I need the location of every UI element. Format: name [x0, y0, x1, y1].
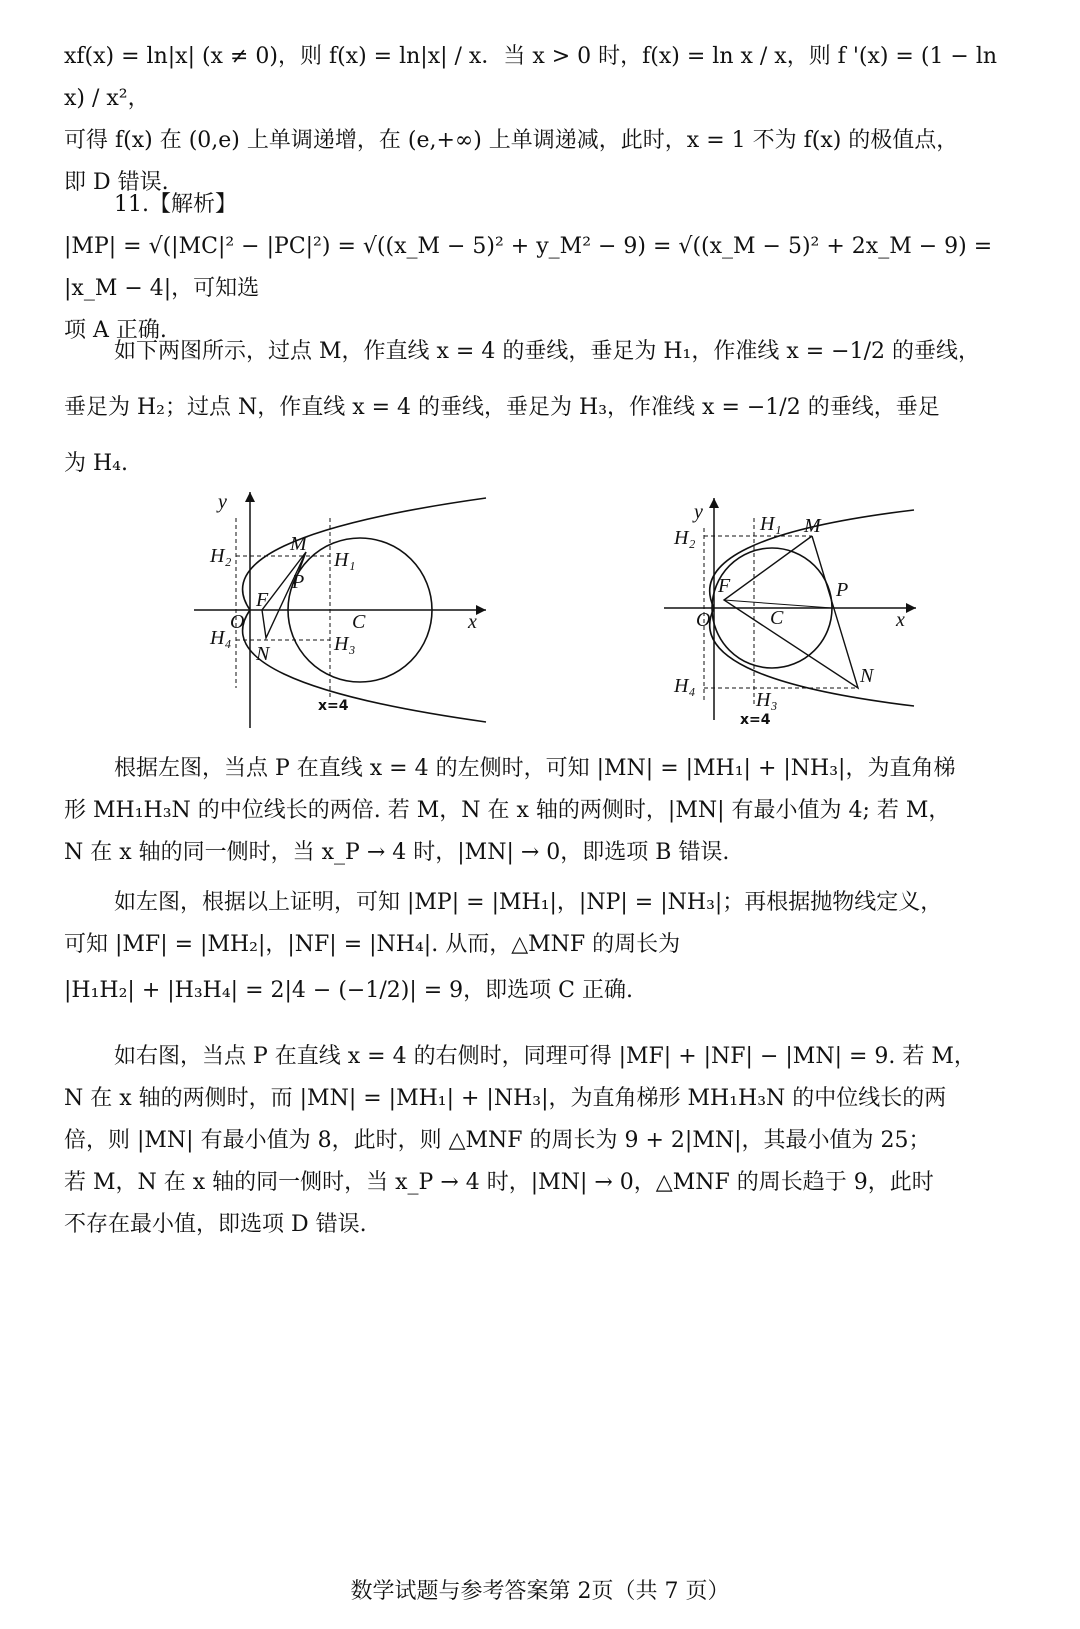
right-figure-svg: [660, 488, 930, 738]
analysis-c-line-3: |H₁H₂| + |H₃H₄| = 2|4 − (−1/2)| = 9，即选项 C 正确.: [64, 978, 633, 1003]
label-h4: H₄: [210, 627, 232, 649]
setup-line-1: 如下两图所示，过点 M，作直线 x = 4 的垂线，垂足为 H₁，作准线 x = −1/2 的垂线，: [114, 339, 980, 364]
analysis-c: [64, 882, 1024, 1012]
right-figure: [660, 488, 930, 738]
label-h3: H₃: [756, 689, 778, 711]
q11-heading: 11.【解析】: [114, 192, 237, 217]
q11-formula-end: 项 A 正确.: [64, 318, 167, 343]
analysis-b-line-1: 根据左图，当点 P 在直线 x = 4 的左侧时，可知 |MN| = |MH₁| + |NH₃|，为直角梯: [114, 756, 956, 781]
left-figure: [190, 488, 500, 738]
intro-line-2: 可得 f(x) 在 (0,e) 上单调递增，在 (e,+∞) 上单调递减，此时，x = 1 不为 f(x) 的极值点，: [64, 128, 959, 153]
label-o: O: [696, 609, 711, 631]
label-line-x4: x=4: [318, 698, 349, 714]
analysis-d-line-4: 若 M，N 在 x 轴的同一侧时，当 x_P → 4 时，|MN| → 0，△MNF 的周长趋于 9，此时: [64, 1170, 934, 1195]
page-footer: 数学试题与参考答案第 2页（共 7 页）: [350, 1579, 730, 1604]
label-y: y: [218, 491, 227, 513]
label-m: M: [290, 533, 307, 555]
label-p: P: [292, 571, 305, 593]
triangle-mnf: [262, 552, 306, 638]
label-x: x: [468, 611, 477, 633]
x-axis-arrow-icon: [906, 603, 916, 613]
analysis-d-line-3: 倍，则 |MN| 有最小值为 8，此时，则 △MNF 的周长为 9 + 2|MN|，其最小值为 25；: [64, 1128, 931, 1153]
label-p: P: [836, 579, 849, 601]
label-c: C: [352, 611, 366, 633]
intro-line-3: 即 D 错误.: [64, 170, 169, 195]
analysis-b: [64, 748, 1024, 874]
left-figure-svg: [190, 488, 500, 738]
analysis-d: [64, 1036, 1024, 1246]
label-m: M: [804, 515, 821, 537]
label-h3: H₃: [334, 633, 356, 655]
analysis-b-line-2: 形 MH₁H₃N 的中位线长的两倍. 若 M，N 在 x 轴的两侧时，|MN| 有最小值为 4; 若 M，: [64, 798, 951, 823]
label-c: C: [770, 607, 784, 629]
analysis-c-line-1: 如左图，根据以上证明，可知 |MP| = |MH₁|，|NP| = |NH₃|；再根据抛物线定义，: [114, 890, 943, 915]
intro-paragraph: [64, 36, 1024, 204]
setup-line-3: 为 H₄.: [64, 451, 128, 476]
label-y: y: [694, 501, 703, 523]
analysis-b-line-3: N 在 x 轴的同一侧时，当 x_P → 4 时，|MN| → 0，即选项 B 错误.: [64, 840, 730, 865]
label-h1: H₁: [334, 549, 356, 571]
label-f: F: [718, 575, 731, 597]
label-f: F: [256, 589, 269, 611]
setup-line-2: 垂足为 H₂；过点 N，作直线 x = 4 的垂线，垂足为 H₃，作准线 x = −1/2 的垂线，垂足: [64, 395, 940, 420]
x-axis-arrow-icon: [476, 605, 486, 615]
analysis-d-line-1: 如右图，当点 P 在直线 x = 4 的右侧时，同理可得 |MF| + |NF| − |MN| = 9. 若 M，: [114, 1044, 976, 1069]
label-o: O: [230, 611, 245, 633]
label-h2: H₂: [210, 545, 232, 567]
label-h1: H₁: [760, 513, 782, 535]
label-n: N: [860, 665, 874, 687]
analysis-c-line-2: 可知 |MF| = |MH₂|，|NF| = |NH₄|. 从而，△MNF 的周长为: [64, 932, 681, 957]
y-axis-arrow-icon: [245, 492, 255, 502]
label-x: x: [896, 609, 905, 631]
y-axis-arrow-icon: [709, 498, 719, 508]
analysis-d-line-2: N 在 x 轴的两侧时，而 |MN| = |MH₁| + |NH₃|，为直角梯形 MH₁H₃N 的中位线长的两: [64, 1086, 947, 1111]
q11-formula: |MP| = √(|MC|² − |PC|²) = √((x_M − 5)² + y_M² − 9) = √((x_M − 5)² + 2x_M − 9) = |x_M − 4|，可知选: [64, 234, 993, 301]
label-line-x4: x=4: [740, 712, 771, 728]
label-h4: H₄: [674, 675, 696, 697]
label-n: N: [256, 643, 270, 665]
label-h2: H₂: [674, 527, 696, 549]
analysis-d-line-5: 不存在最小值，即选项 D 错误.: [64, 1212, 367, 1237]
setup-paragraph: [64, 324, 1024, 492]
intro-line-1: xf(x) = ln|x| (x ≠ 0)，则 f(x) = ln|x| / x．当 x > 0 时，f(x) = ln x / x，则 f '(x) = (1 − ln x) / x²，: [64, 44, 998, 111]
